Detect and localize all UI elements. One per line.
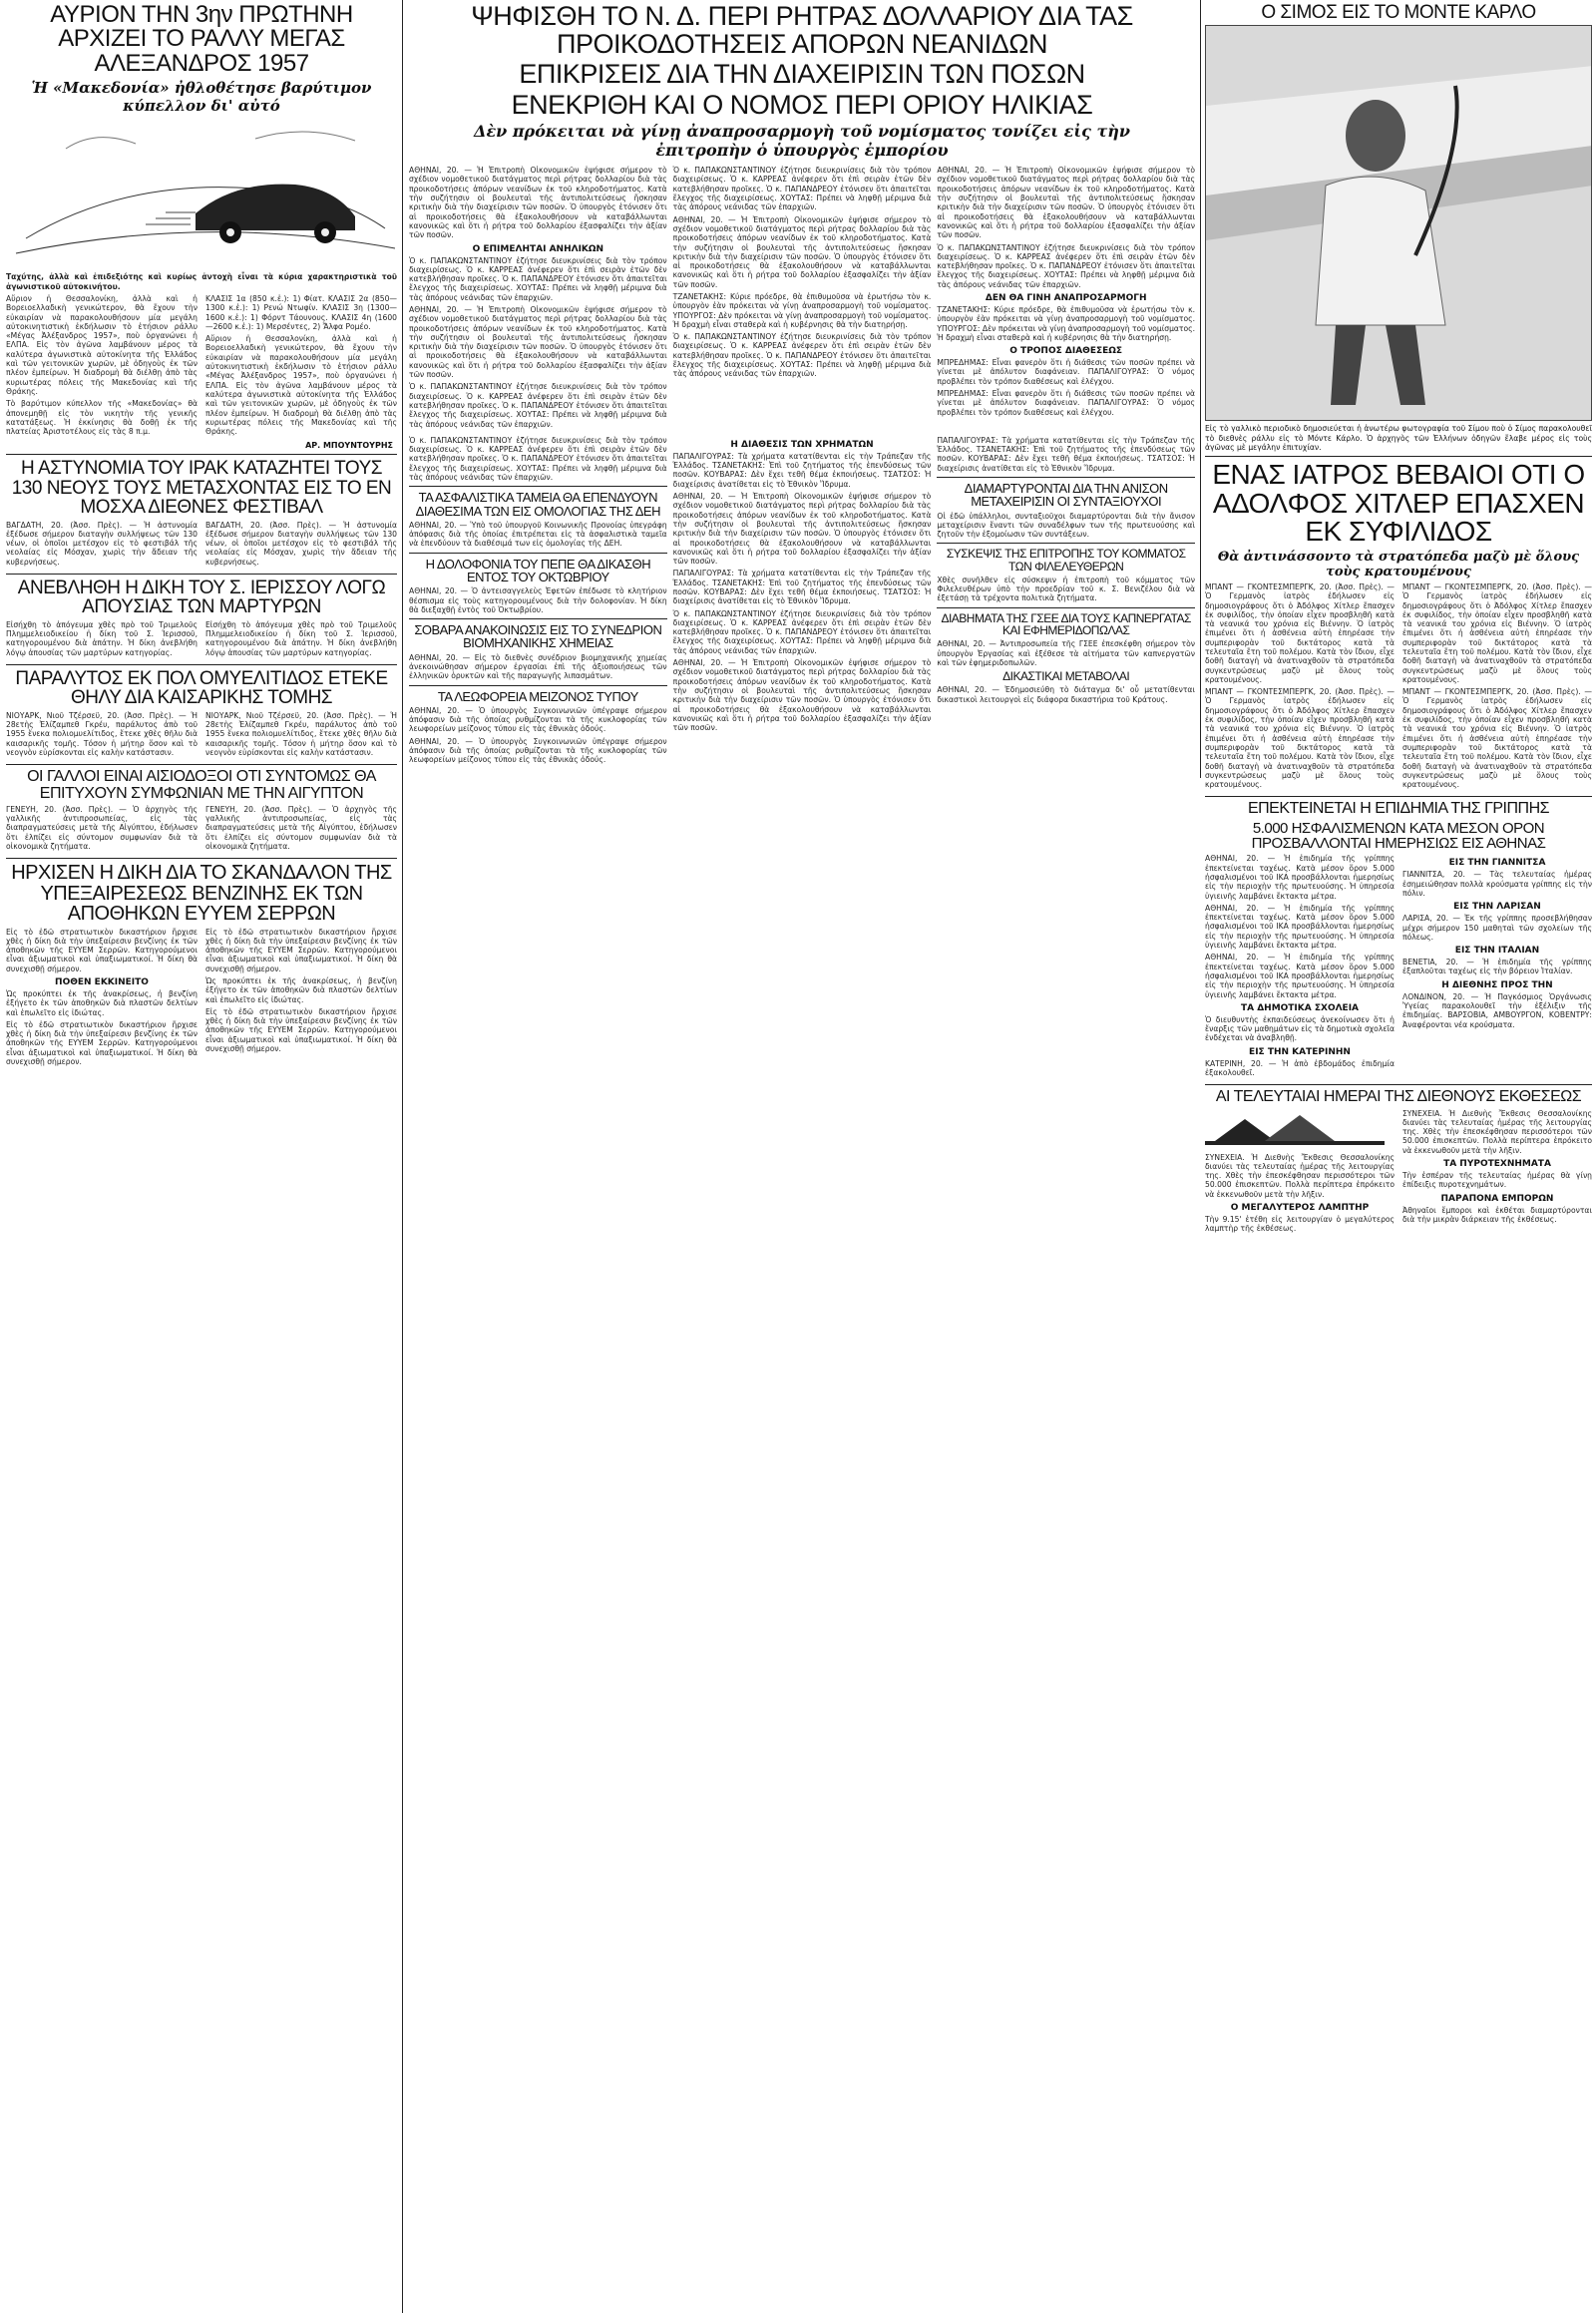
right-column [1205, 0, 1592, 2313]
flu-section-5: ΤΑ ΔΗΜΟΤΙΚΑ ΣΧΟΛΕΙΑ [1240, 1002, 1360, 1013]
court-body: ΑΘΗΝΑΙ, 20. — Ἐδημοσιεύθη τὸ διάταγμα δι' οὗ μετατίθενται δικαστικοὶ λειτουργοὶ εἰς διάφορα δικαστήρια τοῦ Κράτους. [937, 685, 1195, 704]
main-body: ΑΘΗΝΑΙ, 20. — Ἡ Ἐπιτροπὴ Οἰκονομικῶν ἐψήφισε σήμερον τὸ σχέδιον νομοθετικοῦ διατάγματος περὶ ρήτρας δολλαρίου διὰ τὰς προικοδοτήσεις ἀπόρων νεανίδων ἐκ τοῦ κληροδοτήματος. Κατὰ τὴν συζήτησιν οἱ βουλευταὶ τῆς ἀντιπολιτεύσεως ἤσκησαν κριτικὴν διὰ τὴν διαχείρισιν τῶν ποσῶν. Ὁ ὑπουργὸς ἐτόνισεν ὅτι αἱ προικοδοτήσεις θὰ ἐξακολουθήσουν νὰ καταβάλλωνται κανονικῶς καὶ ὅτι ἡ ρήτρα τοῦ δολλαρίου ἐξασφαλίζει τὴν ἀξίαν τῶν ποσῶν. [409, 166, 667, 240]
polio-body: ΝΙΟΥΑΡΚ, Νιοῦ Τζέρσεϋ, 20. (Ἀσσ. Πρὲς). — Ἡ 28ετὴς Ἐλίζαμπεθ Γκρέυ, παράλυτος ἀπὸ τοῦ 1955 ἕνεκα πολιομυελίτιδος, ἔτεκε χθὲς θῆλυ διὰ καισαρικῆς τομῆς. Τόσον ἡ μήτηρ ὅσον καὶ τὸ νεογνὸν εὑρίσκονται εἰς καλὴν κατάστασιν. [6, 710, 198, 757]
flu-headline: ΕΠΕΚΤΕΙΝΕΤΑΙ Η ΕΠΙΔΗΜΙΑ ΤΗΣ ΓΡΙΠΠΗΣ [1247, 800, 1550, 818]
left-column [6, 0, 397, 2313]
main-article [409, 3, 1195, 432]
rally-subheadline: Ἡ «Μακεδονία» ἠθλοθέτησε βαρύτιμον κύπελλον δι' αὐτό [31, 79, 372, 116]
fair-body: ΣΥΝΕΧΕΙΑ. Ἡ Διεθνὴς Ἔκθεσις Θεσσαλονίκης διανύει τὰς τελευταίας ἡμέρας τῆς λειτουργίας της. Χθὲς τὴν ἐπεσκέφθησαν περισσότεροι τῶν 50.000 ἐπισκεπτῶν. Πολλὰ περίπτερα ἐπρόκειτο νὰ ἐκκενωθοῦν μετὰ τὴν λῆξιν. [1205, 1152, 1395, 1199]
main-body-3: ΑΘΗΝΑΙ, 20. — Ἡ Ἐπιτροπὴ Οἰκονομικῶν ἐψήφισε σήμερον τὸ σχέδιον νομοθετικοῦ διατάγματος περὶ ρήτρας δολλαρίου διὰ τὰς προικοδοτήσεις ἀπόρων νεανίδων ἐκ τοῦ κληροδοτήματος. Κατὰ τὴν συζήτησιν οἱ βουλευταὶ τῆς ἀντιπολιτεύσεως ἤσκησαν κριτικὴν διὰ τὴν διαχείρισιν τῶν ποσῶν. Ὁ ὑπουργὸς ἐτόνισεν ὅτι αἱ προικοδοτήσεις θὰ ἐξακολουθήσουν νὰ καταβάλλωνται κανονικῶς καὶ ὅτι ἡ ρήτρα τοῦ δολλαρίου ἐξασφαλίζει τὴν ἀξίαν τῶν ποσῶν. [409, 304, 667, 380]
press-body-2: ΑΘΗΝΑΙ, 20. — Ὁ ὑπουργὸς Συγκοινωνιῶν ὑπέγραψε σήμερον ἀπόφασιν διὰ τῆς ὁποίας ρυθμίζονται τὰ τῆς κυκλοφορίας τῶν λεωφορείων μείζονος τύπου εἰς τὰς ἐθνικὰς ὁδούς. [409, 736, 667, 765]
funds-headline: ΤΑ ΑΣΦΑΛΙΣΤΙΚΑ ΤΑΜΕΙΑ ΘΑ ΕΠΕΝΔΥΟΥΝ ΔΙΑΘΕΣΙΜΑ ΤΩΝ ΕΙΣ ΟΜΟΛΟΓΙΑΣ ΤΗΣ ΔΕΗ [415, 490, 660, 519]
hitler-body-2: ΜΠΑΝΤ — ΓΚΟΝΤΕΣΜΠΕΡΓΚ, 20. (Ἀσσ. Πρὲς). — Ὁ Γερμανὸς ἰατρὸς ἐδήλωσεν εἰς δημοσιογράφους ὅτι ὁ Ἀδόλφος Χίτλερ ἔπασχεν ἐκ συφιλίδος, τὴν ὁποίαν εἶχεν προσβληθῆ κατὰ τὰ νεανικά του χρόνια εἰς Βιέννην. Ὁ ἰατρὸς ἐπιμένει ὅτι ἡ ἀσθένεια αὐτὴ ἐπηρέασε τὴν συμπεριφορὰν τοῦ δικτάτορος κατὰ τὰ τελευταῖα ἔτη τοῦ πολέμου. Κατὰ τὸν ἴδιον, εἶχε δοθῆ διαταγὴ νὰ ἀνατιναχθοῦν τὰ στρατόπεδα συγκεντρώσεως μαζὺ μὲ ὅλους τοὺς κρατουμένους. [1205, 687, 1395, 790]
gsee-body: ΑΘΗΝΑΙ, 20. — Ἀντιπροσωπεία τῆς ΓΣΕΕ ἐπεσκέφθη σήμερον τὸν ὑπουργὸν Ἐργασίας καὶ ἐξέθεσε τὰ αἰτήματα τῶν καπνεργατῶν καὶ τῶν ἐφημεριδοπωλῶν. [937, 639, 1195, 667]
divider [6, 454, 397, 455]
main-body-9: ΑΘΗΝΑΙ, 20. — Ἡ Ἐπιτροπὴ Οἰκονομικῶν ἐψήφισε σήμερον τὸ σχέδιον νομοθετικοῦ διατάγματος περὶ ρήτρας δολλαρίου διὰ τὰς προικοδοτήσεις ἀπόρων νεανίδων ἐκ τοῦ κληροδοτήματος. Κατὰ τὴν συζήτησιν οἱ βουλευταὶ τῆς ἀντιπολιτεύσεως ἤσκησαν κριτικὴν διὰ τὴν διαχείρισιν τῶν ποσῶν. Ὁ ὑπουργὸς ἐτόνισεν ὅτι αἱ προικοδοτήσεις θὰ ἐξακολουθήσουν νὰ καταβάλλωνται κανονικῶς καὶ ὅτι ἡ ρήτρα τοῦ δολλαρίου ἐξασφαλίζει τὴν ἀξίαν τῶν ποσῶν. [937, 166, 1195, 240]
fuel-headline: ΗΡΧΙΣΕΝ Η ΔΙΚΗ ΔΙΑ ΤΟ ΣΚΑΝΔΑΛΟΝ ΤΗΣ ΥΠΕΞΑΙΡΕΣΕΩΣ ΒΕΝΖΙΝΗΣ ΕΚ ΤΩΝ ΑΠΟΘΗΚΩΝ ΕΥΥΕΜ ΣΕΡΡΩΝ [11, 862, 392, 926]
fuel-body-4: Εἰς τὸ ἐδῶ στρατιωτικὸν δικαστήριον ἤρχισε χθὲς ἡ δίκη διὰ τὴν ὑπεξαίρεσιν βενζίνης ἐκ τῶν ἀποθηκῶν τῆς ΕΥΥΕΜ Σερρῶν. Κατηγορούμενοι εἶναι ἀξιωματικοὶ καὶ ὑπαξιωματικοί. Ἡ δίκη θὰ συνεχισθῇ σήμερον. [205, 927, 397, 973]
main-section-1: Ο ΕΠΙΜΕΛΗΤΑΙ ΑΝΗΛΙΚΩΝ [472, 243, 604, 254]
fair-body-s1: Τὴν ἑσπέραν τῆς τελευταίας ἡμέρας θὰ γίνῃ ἐπίδειξις πυροτεχνημάτων. [1402, 1171, 1592, 1190]
divider [6, 764, 397, 765]
flu-section-4: Η ΔΙΕΘΝΗΣ ΠΡΟΣ ΤΗΝ [1441, 979, 1553, 990]
flu-body-s4: ΛΟΝΔΙΝΟΝ, 20. — Ἡ Παγκόσμιος Ὀργάνωσις Ὑγείας παρακολουθεῖ τὴν ἐξέλιξιν τῆς ἐπιδημίας. ΒΑΡΣΟΒΙΑ, ΑΜΒΟΥΡΓΟΝ, ΚΟΒΕΝΤΡΥ: Ἀναφέρονται νέα κρούσματα. [1402, 991, 1592, 1029]
divider [6, 574, 397, 575]
iraq-body: ΒΑΓΔΑΤΗ, 20. (Ἀσσ. Πρὲς). — Ἡ ἀστυνομία ἐξέδωσε σήμερον διαταγὴν συλλήψεως τῶν 130 νέων, οἱ ὁποῖοι μετέσχον εἰς τὸ φεστιβάλ τῆς νεολαίας εἰς Μόσχαν, χωρὶς τὴν ἄδειαν τῆς κυβερνήσεως. [6, 520, 198, 567]
press-headline: ΤΑ ΛΕΩΦΟΡΕΙΑ ΜΕΙΖΟΝΟΣ ΤΥΠΟΥ [437, 688, 638, 704]
divider [409, 553, 667, 554]
hitler-body-4: ΜΠΑΝΤ — ΓΚΟΝΤΕΣΜΠΕΡΓΚ, 20. (Ἀσσ. Πρὲς). — Ὁ Γερμανὸς ἰατρὸς ἐδήλωσεν εἰς δημοσιογράφους ὅτι ὁ Ἀδόλφος Χίτλερ ἔπασχεν ἐκ συφιλίδος, τὴν ὁποίαν εἶχεν προσβληθῆ κατὰ τὰ νεανικά του χρόνια εἰς Βιέννην. Ὁ ἰατρὸς ἐπιμένει ὅτι ἡ ἀσθένεια αὐτὴ ἐπηρέασε τὴν συμπεριφορὰν τοῦ δικτάτορος κατὰ τὰ τελευταῖα ἔτη τοῦ πολέμου. Κατὰ τὸν ἴδιον, εἶχε δοθῆ διαταγὴ νὰ ἀνατιναχθοῦν τὰ στρατόπεδα συγκεντρώσεως μαζὺ μὲ ὅλους τοὺς κρατουμένους. [1402, 687, 1592, 790]
main-body-8: Ὁ κ. ΠΑΠΑΚΩΝΣΤΑΝΤΙΝΟΥ ἐζήτησε διευκρινίσεις διὰ τὸν τρόπον διαχειρίσεως. Ὁ κ. ΚΑΡΡΕΑΣ ἀνέφερεν ὅτι ἐπὶ σειρὰν ἐτῶν δὲν κατεβλήθησαν προῖκες. Ὁ κ. ΠΑΠΑΝΔΡΕΟΥ ἐτόνισεν ὅτι ἀπαιτεῖται ἔλεγχος τῆς διαχειρίσεως. ΧΟΥΤΑΣ: Πρέπει νὰ ληφθῇ μέριμνα διὰ τὰς ἀπόρους νεάνιδας τῶν ἐπαρχιῶν. [672, 332, 932, 379]
rally-body: Αὔριον ἡ Θεσσαλονίκη, ἀλλὰ καὶ ἡ Βορειοελλαδικὴ γενικώτερον, θὰ ἔχουν τὴν εὐκαιρίαν νὰ παρακολουθήσουν μία μεγάλη αὐτοκινητιστικὴ ἐκδήλωσιν τὸ ἐτήσιον ράλλυ «Μέγας Ἀλέξανδρος 1957», ποὺ ὀργανώνει ἡ ΕΛΠΑ. Εἰς τὸν ἀγῶνα λαμβάνουν μέρος τὰ καλύτερα ἀγωνιστικὰ αὐτοκίνητα τῆς Ἑλλάδος καὶ τῶν γειτονικῶν χωρῶν, μὲ ὁδηγοὺς ἐκ τῶν πλέον ἐμπείρων. Ἡ διαδρομὴ θὰ διέλθῃ ἀπὸ τὰς κυριωτέρας πόλεις τῆς Μακεδονίας καὶ τῆς Θράκης. [6, 294, 198, 396]
main-headline-3: ΕΝΕΚΡΙΘΗ ΚΑΙ Ο ΝΟΜΟΣ ΠΕΡΙ ΟΡΙΟΥ ΗΛΙΚΙΑΣ [511, 89, 1093, 120]
flu-body-s5: Ὁ διευθυντὴς ἐκπαιδεύσεως ἀνεκοίνωσεν ὅτι ἡ ἔναρξις τῶν μαθημάτων εἰς τὰ δημοτικὰ σχολεῖα ἐνδέχεται νὰ ἀναβληθῇ. [1205, 1014, 1395, 1043]
hitler-body: ΜΠΑΝΤ — ΓΚΟΝΤΕΣΜΠΕΡΓΚ, 20. (Ἀσσ. Πρὲς). — Ὁ Γερμανὸς ἰατρὸς ἐδήλωσεν εἰς δημοσιογράφους ὅτι ὁ Ἀδόλφος Χίτλερ ἔπασχεν ἐκ συφιλίδος, τὴν ὁποίαν εἶχεν προσβληθῆ κατὰ τὰ νεανικά του χρόνια εἰς Βιέννην. Ὁ ἰατρὸς ἐπιμένει ὅτι ἡ ἀσθένεια αὐτὴ ἐπηρέασε τὴν συμπεριφορὰν τοῦ δικτάτορος κατὰ τὰ τελευταῖα ἔτη τοῦ πολέμου. Κατὰ τὸν ἴδιον, εἶχε δοθῆ διαταγὴ νὰ ἀνατιναχθοῦν τὰ στρατόπεδα συγκεντρώσεως μαζὺ μὲ ὅλους τοὺς κρατουμένους. [1205, 581, 1395, 684]
fair-body-s2: Ἀθηναῖοι ἔμποροι καὶ ἐκθέται διαμαρτύρονται διὰ τὴν μικρὰν διάρκειαν τῆς ἐκθέσεως. [1402, 1205, 1592, 1224]
france-article [6, 769, 397, 854]
man-photo-icon [1206, 26, 1592, 420]
main-body-12: ΜΠΡΕΔΗΜΑΣ: Εἶναι φανερὸν ὅτι ἡ διάθεσις τῶν ποσῶν πρέπει νὰ γίνεται μὲ ἀπόλυτον διαφάνειαν. ΠΑΠΑΛΙΓΟΥΡΑΣ: Ὁ νόμος προβλέπει τὸν τρόπον διαθέσεως καὶ ἐλέγχου. [937, 358, 1195, 386]
main-subheadline: Δὲν πρόκειται νὰ γίνῃ ἀναπροσαρμογὴ τοῦ νομίσματος τονίζει εἰς τὴν ἐπιτροπὴν ὁ ὑπουργὸς ἐμπορίου [474, 122, 1130, 161]
polio-body-2: ΝΙΟΥΑΡΚ, Νιοῦ Τζέρσεϋ, 20. (Ἀσσ. Πρὲς). — Ἡ 28ετὴς Ἐλίζαμπεθ Γκρέυ, παράλυτος ἀπὸ τοῦ 1955 ἕνεκα πολιομυελίτιδος, ἔτεκε χθὲς θῆλυ διὰ καισαρικῆς τομῆς. Τόσον ἡ μήτηρ ὅσον καὶ τὸ νεογνὸν εὑρίσκονται εἰς καλὴν κατάστασιν. [205, 710, 397, 757]
flu-body-s6: ΚΑΤΕΡΙΝΗ, 20. — Ἡ ἀπὸ ἐβδομάδος ἐπιδημία ἐξακολουθεῖ. [1205, 1058, 1395, 1077]
peppe-body: ΑΘΗΝΑΙ, 20. — Ὁ ἀντεισαγγελεὺς Ἐφετῶν ἐπέδωσε τὸ κλητήριον θέσπισμα εἰς τοὺς κατηγορουμένους διὰ τὴν δολοφονίαν. Ἡ δίκη θὰ διεξαχθῇ ἐντὸς τοῦ Ὀκτωβρίου. [409, 586, 667, 614]
main-body-7: ΤΖΑΝΕΤΑΚΗΣ: Κύριε πρόεδρε, θὰ ἐπιθυμοῦσα νὰ ἐρωτήσω τὸν κ. ὑπουργὸν ἐὰν πρόκειται νὰ γίνῃ ἀναπροσαρμογὴ τοῦ νομίσματος. ΥΠΟΥΡΓΟΣ: Δὲν πρόκειται νὰ γίνῃ ἀναπροσαρμογὴ τοῦ νομίσματος. Ἡ δραχμὴ εἶναι σταθερὰ καὶ ἡ κυβέρνησις θὰ τὴν διατηρήσῃ. [672, 291, 932, 329]
chem-body: ΑΘΗΝΑΙ, 20. — Εἰς τὸ διεθνὲς συνέδριον βιομηχανικῆς χημείας ἀνεκοινώθησαν σήμερον ἐργασίαι ἐπὶ τῆς ἀξιοποιήσεως τῶν ἐλληνικῶν ὀρυκτῶν καὶ τῆς παραγωγῆς λιπασμάτων. [409, 652, 667, 681]
divider [937, 607, 1195, 608]
flu-body-2: ΑΘΗΝΑΙ, 20. — Ἡ ἐπιδημία τῆς γρίππης ἐπεκτείνεται ταχέως. Κατὰ μέσον ὅρον 5.000 ἠσφαλισμένοι τοῦ ΙΚΑ προσβάλλονται ἡμερησίως εἰς τὴν περιοχὴν τῆς πρωτευούσης. Ἡ ὑπηρεσία ὑγιεινῆς λαμβάνει ἔκτακτα μέτρα. [1205, 903, 1395, 951]
fuel-body-2: Ὡς προκύπτει ἐκ τῆς ἀνακρίσεως, ἡ βενζίνη ἐξήγετο ἐκ τῶν ἀποθηκῶν διὰ πλαστῶν δελτίων καὶ ἐπωλεῖτο εἰς ἰδιώτας. [6, 989, 198, 1017]
party-headline: ΣΥΣΚΕΨΙΣ ΤΗΣ ΕΠΙΤΡΟΠΗΣ ΤΟΥ ΚΟΜΜΑΤΟΣ ΤΩΝ ΦΙΛΕΛΕΥΘΕΡΩΝ [946, 547, 1186, 574]
rally-article [6, 3, 397, 450]
main-section-3: Ο ΤΡΟΠΟΣ ΔΙΑΘΕΣΕΩΣ [1009, 346, 1123, 357]
fuel-subhead: ΠΟΘΕΝ ΕΚΚΙΝΕΙΤΟ [55, 977, 149, 987]
iraq-article [6, 459, 397, 570]
flu-body-s2: ΛΑΡΙΣΑ, 20. — Ἐκ τῆς γρίππης προσεβλήθησαν μέχρι σήμερον 150 μαθηταὶ τῶν σχολείων τῆς πόλεως. [1402, 914, 1592, 942]
unions-headline: ΔΙΑΜΑΡΤΥΡΟΝΤΑΙ ΔΙΑ ΤΗΝ ΑΝΙΣΟΝ ΜΕΤΑΧΕΙΡΙΣΙΝ ΟΙ ΣΥΝΤΑΞΙΟΥΧΟΙ [964, 481, 1168, 510]
trial-body: Εἰσήχθη τὸ ἀπόγευμα χθὲς πρὸ τοῦ Τριμελοῦς Πλημμελειοδικείου ἡ δίκη τοῦ Σ. Ἱερισσοῦ, κατηγορουμένου διὰ ἀπάτην. Ἡ δίκη ἀνεβλήθη λόγῳ ἀπουσίας τῶν μαρτύρων κατηγορίας. [6, 619, 198, 657]
chem-headline: ΣΟΒΑΡΑ ΑΝΑΚΟΙΝΩΣΙΣ ΕΙΣ ΤΟ ΣΥΝΕΔΡΙΟΝ ΒΙΟΜΗΧΑΝΙΚΗΣ ΧΗΜΕΙΑΣ [414, 622, 662, 651]
hitler-article [1205, 461, 1592, 792]
fuel-body-3: Εἰς τὸ ἐδῶ στρατιωτικὸν δικαστήριον ἤρχισε χθὲς ἡ δίκη διὰ τὴν ὑπεξαίρεσιν βενζίνης ἐκ τῶν ἀποθηκῶν τῆς ΕΥΥΕΜ Σερρῶν. Κατηγορούμενοι εἶναι ἀξιωματικοὶ καὶ ὑπαξιωματικοί. Ἡ δίκη θὰ συνεχισθῇ σήμερον. [6, 1019, 198, 1067]
iraq-body-2: ΒΑΓΔΑΤΗ, 20. (Ἀσσ. Πρὲς). — Ἡ ἀστυνομία ἐξέδωσε σήμερον διαταγὴν συλλήψεως τῶν 130 νέων, οἱ ὁποῖοι μετέσχον εἰς τὸ φεστιβάλ τῆς νεολαίας εἰς Μόσχαν, χωρὶς τὴν ἄδειαν τῆς κυβερνήσεως. [205, 520, 397, 567]
monte-photo [1205, 25, 1592, 421]
trial-headline: ΑΝΕΒΛΗΘΗ Η ΔΙΚΗ ΤΟΥ Σ. ΙΕΡΙΣΣΟΥ ΛΟΓΩ ΑΠΟΥΣΙΑΣ ΤΩΝ ΜΑΡΤΥΡΩΝ [17, 578, 386, 618]
fair-section-3: Ο ΜΕΓΑΛΥΤΕΡΟΣ ΛΑΜΠΤΗΡ [1230, 1203, 1370, 1214]
press-body: ΑΘΗΝΑΙ, 20. — Ὁ ὑπουργὸς Συγκοινωνιῶν ὑπέγραψε σήμερον ἀπόφασιν διὰ τῆς ὁποίας ρυθμίζονται τὰ τῆς κυκλοφορίας τῶν λεωφορείων μείζονος τύπου εἰς τὰς ἐθνικὰς ὁδούς. [409, 705, 667, 734]
fair-logo [1205, 1111, 1395, 1151]
rally-classes: ΚΛΑΣΙΣ 1α (850 κ.ἑ.): 1) Φίατ. ΚΛΑΣΙΣ 2α (850—1300 κ.ἑ.): 1) Ρενώ Ντωφίν. ΚΛΑΣΙΣ 3η (1300—1600 κ.ἑ.): 1) Φόρντ Τάουνους. ΚΛΑΣΙΣ 4η (1600—2600 κ.ἑ.): 1) Μερσέντες, 2) Ἄλφα Ρομέο. [205, 294, 397, 331]
main-body-5: Ὁ κ. ΠΑΠΑΚΩΝΣΤΑΝΤΙΝΟΥ ἐζήτησε διευκρινίσεις διὰ τὸν τρόπον διαχειρίσεως. Ὁ κ. ΚΑΡΡΕΑΣ ἀνέφερεν ὅτι ἐπὶ σειρὰν ἐτῶν δὲν κατεβλήθησαν προῖκες. Ὁ κ. ΠΑΠΑΝΔΡΕΟΥ ἐτόνισεν ὅτι ἀπαιτεῖται ἔλεγχος τῆς διαχειρίσεως. ΧΟΥΤΑΣ: Πρέπει νὰ ληφθῇ μέριμνα διὰ τὰς ἀπόρους νεάνιδας τῶν ἐπαρχιῶν. [672, 166, 932, 212]
fuel-body-6: Εἰς τὸ ἐδῶ στρατιωτικὸν δικαστήριον ἤρχισε χθὲς ἡ δίκη διὰ τὴν ὑπεξαίρεσιν βενζίνης ἐκ τῶν ἀποθηκῶν τῆς ΕΥΥΕΜ Σερρῶν. Κατηγορούμενοι εἶναι ἀξιωματικοὶ καὶ ὑπαξιωματικοί. Ἡ δίκη θὰ συνεχισθῇ σήμερον. [205, 1006, 397, 1054]
trial-article [6, 578, 397, 660]
fair-article [1205, 1089, 1592, 1236]
column-rule [1200, 0, 1201, 778]
center-column [409, 0, 1195, 2313]
flu-body-s3: ΒΕΝΕΤΙΑ, 20. — Ἡ ἐπιδημία τῆς γρίππης ἐξαπλοῦται ταχέως εἰς τὴν βόρειον Ἰταλίαν. [1402, 958, 1592, 976]
divider [937, 477, 1195, 478]
rally-headline: ΑΥΡΙΟΝ ΤΗΝ 3ην ΠΡΩΤΗΝΗ ΑΡΧΙΖΕΙ ΤΟ ΡΑΛΛΥ ΜΕΓΑΣ ΑΛΕΞΑΝΔΡΟΣ 1957 [50, 1, 353, 77]
trial-body-2: Εἰσήχθη τὸ ἀπόγευμα χθὲς πρὸ τοῦ Τριμελοῦς Πλημμελειοδικείου ἡ δίκη τοῦ Σ. Ἱερισσοῦ, κατηγορουμένου διὰ ἀπάτην. Ἡ δίκη ἀνεβλήθη λόγῳ ἀπουσίας τῶν μαρτύρων κατηγορίας. [205, 619, 397, 657]
main-body-15: ΠΑΠΑΛΙΓΟΥΡΑΣ: Τὰ χρήματα κατατίθενται εἰς τὴν Τράπεζαν τῆς Ἑλλάδος. ΤΣΑΝΕΤΑΚΗΣ: Ἐπὶ τοῦ ζητήματος τῆς ἐπενδύσεως τῶν ποσῶν. ΚΟΥΒΑΡΑΣ: Δὲν ἔχει τεθῆ θέμα ἐκποιήσεως. ΤΣΑΤΣΟΣ: Ἡ διαχείρισις ἀνατίθεται εἰς τὸ Ἐθνικὸν Ἵδρυμα. [672, 451, 932, 489]
flu-section-3: ΕΙΣ ΤΗΝ ΙΤΑΛΙΑΝ [1454, 946, 1540, 957]
fair-section-2: ΠΑΡΑΠΟΝΑ ΕΜΠΟΡΩΝ [1440, 1193, 1554, 1204]
fair-body-s3: Τὴν 9.15' ἐτέθη εἰς λειτουργίαν ὁ μεγαλύτερος λαμπτὴρ τῆς ἐκθέσεως. [1205, 1215, 1395, 1234]
flu-subheadline: 5.000 ΗΣΦΑΛΙΣΜΕΝΩΝ ΚΑΤΑ ΜΕΣΟΝ ΟΡΟΝ ΠΡΟΣΒΑΛΛΟΝΤΑΙ ΗΜΕΡΗΣΙΩΣ ΕΙΣ ΑΘΗΝΑΣ [1251, 819, 1546, 853]
court-headline: ΔΙΚΑΣΤΙΚΑΙ ΜΕΤΑΒΟΛΑΙ [1002, 669, 1130, 684]
main-body-4: Ὁ κ. ΠΑΠΑΚΩΝΣΤΑΝΤΙΝΟΥ ἐζήτησε διευκρινίσεις διὰ τὸν τρόπον διαχειρίσεως. Ὁ κ. ΚΑΡΡΕΑΣ ἀνέφερεν ὅτι ἐπὶ σειρὰν ἐτῶν δὲν κατεβλήθησαν προῖκες. Ὁ κ. ΠΑΠΑΝΔΡΕΟΥ ἐτόνισεν ὅτι ἀπαιτεῖται ἔλεγχος τῆς διαχειρίσεως. ΧΟΥΤΑΣ: Πρέπει νὰ ληφθῇ μέριμνα διὰ τὰς ἀπόρους νεάνιδας τῶν ἐπαρχιῶν. [409, 382, 667, 429]
monte-caption: Εἰς τὸ γαλλικὸ περιοδικὸ δημοσιεύεται ἡ ἀνωτέρω φωτογραφία τοῦ Σίμου ποὺ ὁ Σίμος παρακολουθεῖ τὸ διεθνὲς ράλλυ εἰς τὸ Μόντε Κάρλο. Ὁ ἀρχηγὸς τῶν Ἐλλήνων ὁδηγῶν ἔλαβε μέρος εἰς τοὺς ἀγῶνας μὲ μεγάλην ἐπιτυχίαν. [1205, 424, 1592, 452]
rally-body-2: Τὸ βαρύτιμον κύπελλον τῆς «Μακεδονίας» θὰ ἀπονεμηθῇ εἰς τὸν νικητὴν τῆς γενικῆς κατατάξεως. Ἡ ἐκκίνησις θὰ δοθῇ ἐκ τῆς πλατείας Ἀριστοτέλους εἰς τὰς 8 π.μ. [6, 399, 198, 437]
main-body-13: ΜΠΡΕΔΗΜΑΣ: Εἶναι φανερὸν ὅτι ἡ διάθεσις τῶν ποσῶν πρέπει νὰ γίνεται μὲ ἀπόλυτον διαφάνειαν. ΠΑΠΑΛΙΓΟΥΡΑΣ: Ὁ νόμος προβλέπει τὸν τρόπον διαθέσεως καὶ ἐλέγχου. [937, 389, 1195, 417]
main-body-16: ΑΘΗΝΑΙ, 20. — Ἡ Ἐπιτροπὴ Οἰκονομικῶν ἐψήφισε σήμερον τὸ σχέδιον νομοθετικοῦ διατάγματος περὶ ρήτρας δολλαρίου διὰ τὰς προικοδοτήσεις ἀπόρων νεανίδων ἐκ τοῦ κληροδοτήματος. Κατὰ τὴν συζήτησιν οἱ βουλευταὶ τῆς ἀντιπολιτεύσεως ἤσκησαν κριτικὴν διὰ τὴν διαχείρισιν τῶν ποσῶν. Ὁ ὑπουργὸς ἐτόνισεν ὅτι αἱ προικοδοτήσεις θὰ ἐξακολουθήσουν νὰ καταβάλλωνται κανονικῶς καὶ ὅτι ἡ ρήτρα τοῦ δολλαρίου ἐξασφαλίζει τὴν ἀξίαν τῶν ποσῶν. [672, 492, 932, 567]
flu-body-3: ΑΘΗΝΑΙ, 20. — Ἡ ἐπιδημία τῆς γρίππης ἐπεκτείνεται ταχέως. Κατὰ μέσον ὅρον 5.000 ἠσφαλισμένοι τοῦ ΙΚΑ προσβάλλονται ἡμερησίως εἰς τὴν περιοχὴν τῆς πρωτευούσης. Ἡ ὑπηρεσία ὑγιεινῆς λαμβάνει ἔκτακτα μέτρα. [1205, 953, 1395, 999]
fair-section-1: ΤΑ ΠΥΡΟΤΕΧΝΗΜΑΤΑ [1443, 1159, 1551, 1170]
gsee-headline: ΔΙΑΒΗΜΑΤΑ ΤΗΣ ΓΣΕΕ ΔΙΑ ΤΟΥΣ ΚΑΠΝΕΡΓΑΤΑΣ ΚΑΙ ΕΦΗΜΕΡΙΔΟΠΩΛΑΣ [941, 610, 1191, 638]
main-body-18: Ὁ κ. ΠΑΠΑΚΩΝΣΤΑΝΤΙΝΟΥ ἐζήτησε διευκρινίσεις διὰ τὸν τρόπον διαχειρίσεως. Ὁ κ. ΚΑΡΡΕΑΣ ἀνέφερεν ὅτι ἐπὶ σειρὰν ἐτῶν δὲν κατεβλήθησαν προῖκες. Ὁ κ. ΠΑΠΑΝΔΡΕΟΥ ἐτόνισεν ὅτι ἀπαιτεῖται ἔλεγχος τῆς διαχειρίσεως. ΧΟΥΤΑΣ: Πρέπει νὰ ληφθῇ μέριμνα διὰ τὰς ἀπόρους νεάνιδας τῶν ἐπαρχιῶν. [672, 608, 932, 655]
main-headline-2: ΕΠΙΚΡΙΣΕΙΣ ΔΙΑ ΤΗΝ ΔΙΑΧΕΙΡΙΣΙΝ ΤΩΝ ΠΟΣΩΝ [519, 59, 1085, 90]
fuel-body-5: Ὡς προκύπτει ἐκ τῆς ἀνακρίσεως, ἡ βενζίνη ἐξήγετο ἐκ τῶν ἀποθηκῶν διὰ πλαστῶν δελτίων καὶ ἐπωλεῖτο εἰς ἰδιώτας. [205, 976, 397, 1004]
flu-section-2: ΕΙΣ ΤΗΝ ΛΑΡΙΣΑΝ [1453, 902, 1541, 913]
divider [1205, 1084, 1592, 1085]
france-body: ΓΕΝΕΥΗ, 20. (Ἀσσ. Πρὲς). — Ὁ ἀρχηγὸς τῆς γαλλικῆς ἀντιπροσωπείας, εἰς τὰς διαπραγματεύσεις μετὰ τῆς Αἰγύπτου, ἐδήλωσεν ὅτι ἐλπίζει εἰς σύντομον συμφωνίαν διὰ τὰ οἰκονομικὰ ζητήματα. [6, 804, 198, 852]
fuel-article [6, 863, 397, 1069]
hitler-headline: ΕΝΑΣ ΙΑΤΡΟΣ ΒΕΒΑΙΟΙ ΟΤΙ Ο ΑΔΟΛΦΟΣ ΧΙΤΛΕΡ ΕΠΑΣΧΕΝ ΕΚ ΣΥΦΙΛΙΔΟΣ [1212, 459, 1585, 548]
fair-body-2: ΣΥΝΕΧΕΙΑ. Ἡ Διεθνὴς Ἔκθεσις Θεσσαλονίκης διανύει τὰς τελευταίας ἡμέρας τῆς λειτουργίας της. Χθὲς τὴν ἐπεσκέφθησαν περισσότεροι τῶν 50.000 ἐπισκεπτῶν. Πολλὰ περίπτερα ἐπρόκειτο νὰ ἐκκενωθοῦν μετὰ τὴν λῆξιν. [1402, 1108, 1592, 1155]
fair-emblem-icon [1205, 1111, 1385, 1151]
polio-article [6, 669, 397, 760]
monte-article [1205, 3, 1592, 452]
fair-headline: ΑΙ ΤΕΛΕΥΤΑΙΑΙ ΗΜΕΡΑΙ ΤΗΣ ΔΙΕΘΝΟΥΣ ΕΚΘΕΣΕΩΣ [1215, 1088, 1582, 1106]
column-rule [402, 0, 403, 2313]
flu-section-6: ΕΙΣ ΤΗΝ ΚΑΤΕΡΙΝΗΝ [1249, 1046, 1351, 1057]
polio-headline: ΠΑΡΑΛΥΤΟΣ ΕΚ ΠΟΛ ΟΜΥΕΛΙΤΙΔΟΣ ΕΤΕΚΕ ΘΗΛΥ ΔΙΑ ΚΑΙΣΑΡΙΚΗΣ ΤΟΜΗΣ [15, 668, 388, 709]
rally-body-3: Αὔριον ἡ Θεσσαλονίκη, ἀλλὰ καὶ ἡ Βορειοελλαδικὴ γενικώτερον, θὰ ἔχουν τὴν εὐκαιρίαν νὰ παρακολουθήσουν μία μεγάλη αὐτοκινητιστικὴ ἐκδήλωσιν τὸ ἐτήσιον ράλλυ «Μέγας Ἀλέξανδρος 1957», ποὺ ὀργανώνει ἡ ΕΛΠΑ. Εἰς τὸν ἀγῶνα λαμβάνουν μέρος τὰ καλύτερα ἀγωνιστικὰ αὐτοκίνητα τῆς Ἑλλάδος καὶ τῶν γειτονικῶν χωρῶν, μὲ ὁδηγοὺς ἐκ τῶν πλέον ἐμπείρων. Ἡ διαδρομὴ θὰ διέλθῃ ἀπὸ τὰς κυριωτέρας πόλεις τῆς Μακεδονίας καὶ τῆς Θράκης. [205, 334, 397, 437]
main-section-2: ΔΕΝ ΘΑ ΓΙΝΗ ΑΝΑΠΡΟΣΑΡΜΟΓΗ [985, 292, 1147, 303]
flu-article [1205, 801, 1592, 1080]
flu-body: ΑΘΗΝΑΙ, 20. — Ἡ ἐπιδημία τῆς γρίππης ἐπεκτείνεται ταχέως. Κατὰ μέσον ὅρον 5.000 ἠσφαλισμένοι τοῦ ΙΚΑ προσβάλλονται ἡμερησίως εἰς τὴν περιοχὴν τῆς πρωτευούσης. Ἡ ὑπηρεσία ὑγιεινῆς λαμβάνει ἔκτακτα μέτρα. [1205, 854, 1395, 901]
main-body-17: ΠΑΠΑΛΙΓΟΥΡΑΣ: Τὰ χρήματα κατατίθενται εἰς τὴν Τράπεζαν τῆς Ἑλλάδος. ΤΣΑΝΕΤΑΚΗΣ: Ἐπὶ τοῦ ζητήματος τῆς ἐπενδύσεως τῶν ποσῶν. ΚΟΥΒΑΡΑΣ: Δὲν ἔχει τεθῆ θέμα ἐκποιήσεως. ΤΣΑΤΣΟΣ: Ἡ διαχείρισις ἀνατίθεται εἰς τὸ Ἐθνικὸν Ἵδρυμα. [672, 569, 932, 606]
rally-byline: ΑΡ. ΜΠΟΥΝΤΟΥΡΗΣ [305, 441, 393, 451]
divider [937, 543, 1195, 544]
flu-section-1: ΕΙΣ ΤΗΝ ΓΙΑΝΝΙΤΣΑ [1448, 858, 1546, 869]
divider [409, 618, 667, 619]
hitler-subheadline: Θὰ ἀντινάσσοντο τὰ στρατόπεδα μαζὺ μὲ ὅλους τοὺς κρατουμένους [1217, 549, 1580, 579]
unions-body: Οἱ ἐδῶ ὑπάλληλοι, συνταξιοῦχοι διαμαρτύρονται διὰ τὴν ἄνισον μεταχείρισιν ἔναντι τῶν συναδέλφων των τῆς πρωτευούσης καὶ ζητοῦν τὴν ἐξομοίωσιν τῶν συντάξεων. [937, 511, 1195, 540]
france-headline: ΟΙ ΓΑΛΛΟΙ ΕΙΝΑΙ ΑΙΣΙΟΔΟΞΟΙ ΟΤΙ ΣΥΝΤΟΜΩΣ ΘΑ ΕΠΙΤΥΧΟΥΝ ΣΥΜΦΩΝΙΑΝ ΜΕ ΤΗΝ ΑΙΓΥΠΤΟΝ [27, 768, 376, 802]
main-headline-1: ΨΗΦΙΣΘΗ ΤΟ Ν. Δ. ΠΕΡΙ ΡΗΤΡΑΣ ΔΟΛΛΑΡΙΟΥ ΔΙΑ ΤΑΣ ΠΡΟΙΚΟΔΟΤΗΣΕΙΣ ΑΠΟΡΩΝ ΝΕΑΝΙΔΩΝ [471, 1, 1133, 59]
divider [6, 664, 397, 665]
main-body-2: Ὁ κ. ΠΑΠΑΚΩΝΣΤΑΝΤΙΝΟΥ ἐζήτησε διευκρινίσεις διὰ τὸν τρόπον διαχειρίσεως. Ὁ κ. ΚΑΡΡΕΑΣ ἀνέφερεν ὅτι ἐπὶ σειρὰν ἐτῶν δὲν κατεβλήθησαν προῖκες. Ὁ κ. ΠΑΠΑΝΔΡΕΟΥ ἐτόνισεν ὅτι ἀπαιτεῖται ἔλεγχος τῆς διαχειρίσεως. ΧΟΥΤΑΣ: Πρέπει νὰ ληφθῇ μέριμνα διὰ τὰς ἀπόρους νεάνιδας τῶν ἐπαρχιῶν. [409, 255, 667, 302]
race-car-icon [6, 119, 397, 268]
flu-body-s1: ΓΙΑΝΝΙΤΣΑ, 20. — Τὰς τελευταίας ἡμέρας ἐσημειώθησαν πολλὰ κρούσματα γρίππης εἰς τὴν πόλιν. [1402, 870, 1592, 898]
france-body-2: ΓΕΝΕΥΗ, 20. (Ἀσσ. Πρὲς). — Ὁ ἀρχηγὸς τῆς γαλλικῆς ἀντιπροσωπείας, εἰς τὰς διαπραγματεύσεις μετὰ τῆς Αἰγύπτου, ἐδήλωσεν ὅτι ἐλπίζει εἰς σύντομον συμφωνίαν διὰ τὰ οἰκονομικὰ ζητήματα. [205, 804, 397, 852]
peppe-headline: Η ΔΟΛΟΦΟΝΙΑ ΤΟΥ ΠΕΠΕ ΘΑ ΔΙΚΑΣΘΗ ΕΝΤΟΣ ΤΟΥ ΟΚΤΩΒΡΙΟΥ [425, 556, 651, 584]
fuel-body: Εἰς τὸ ἐδῶ στρατιωτικὸν δικαστήριον ἤρχισε χθὲς ἡ δίκη διὰ τὴν ὑπεξαίρεσιν βενζίνης ἐκ τῶν ἀποθηκῶν τῆς ΕΥΥΕΜ Σερρῶν. Κατηγορούμενοι εἶναι ἀξιωματικοὶ καὶ ὑπαξιωματικοί. Ἡ δίκη θὰ συνεχισθῇ σήμερον. [6, 927, 198, 973]
hitler-body-3: ΜΠΑΝΤ — ΓΚΟΝΤΕΣΜΠΕΡΓΚ, 20. (Ἀσσ. Πρὲς). — Ὁ Γερμανὸς ἰατρὸς ἐδήλωσεν εἰς δημοσιογράφους ὅτι ὁ Ἀδόλφος Χίτλερ ἔπασχεν ἐκ συφιλίδος, τὴν ὁποίαν εἶχεν προσβληθῆ κατὰ τὰ νεανικά του χρόνια εἰς Βιέννην. Ὁ ἰατρὸς ἐπιμένει ὅτι ἡ ἀσθένεια αὐτὴ ἐπηρέασε τὴν συμπεριφορὰν τοῦ δικτάτορος κατὰ τὰ τελευταῖα ἔτη τοῦ πολέμου. Κατὰ τὸν ἴδιον, εἶχε δοθῆ διαταγὴ νὰ ἀνατιναχθοῦν τὰ στρατόπεδα συγκεντρώσεως μαζὺ μὲ ὅλους τοὺς κρατουμένους. [1402, 581, 1592, 684]
party-body: Χθὲς συνῆλθεν εἰς σύσκεψιν ἡ ἐπιτροπὴ τοῦ κόμματος τῶν Φιλελευθέρων ὑπὸ τὴν προεδρίαν τοῦ κ. Σ. Βενιζέλου διὰ νὰ ἐξετάσῃ τὰ τρέχοντα πολιτικὰ ζητήματα. [937, 575, 1195, 603]
main-body-6: ΑΘΗΝΑΙ, 20. — Ἡ Ἐπιτροπὴ Οἰκονομικῶν ἐψήφισε σήμερον τὸ σχέδιον νομοθετικοῦ διατάγματος περὶ ρήτρας δολλαρίου διὰ τὰς προικοδοτήσεις ἀπόρων νεανίδων ἐκ τοῦ κληροδοτήματος. Κατὰ τὴν συζήτησιν οἱ βουλευταὶ τῆς ἀντιπολιτεύσεως ἤσκησαν κριτικὴν διὰ τὴν διαχείρισιν τῶν ποσῶν. Ὁ ὑπουργὸς ἐτόνισεν ὅτι αἱ προικοδοτήσεις θὰ ἐξακολουθήσουν νὰ καταβάλλωνται κανονικῶς καὶ ὅτι ἡ ρήτρα τοῦ δολλαρίου ἐξασφαλίζει τὴν ἀξίαν τῶν ποσῶν. [672, 214, 932, 289]
divider [409, 685, 667, 686]
main-section-4: Η ΔΙΑΘΕΣΙΣ ΤΩΝ ΧΡΗΜΑΤΩΝ [730, 439, 874, 450]
divider [409, 486, 667, 487]
funds-body: ΑΘΗΝΑΙ, 20. — Ὑπὸ τοῦ ὑπουργοῦ Κοινωνικῆς Προνοίας ὑπεγράφη ἀπόφασις διὰ τῆς ὁποίας ἐπιτρέπεται εἰς τὰ ἀσφαλιστικὰ ταμεῖα νὰ ἐπενδύουν τὰ διαθέσιμά των εἰς ὁμολογίας τῆς ΔΕΗ. [409, 520, 667, 549]
main-body-19: ΑΘΗΝΑΙ, 20. — Ἡ Ἐπιτροπὴ Οἰκονομικῶν ἐψήφισε σήμερον τὸ σχέδιον νομοθετικοῦ διατάγματος περὶ ρήτρας δολλαρίου διὰ τὰς προικοδοτήσεις ἀπόρων νεανίδων ἐκ τοῦ κληροδοτήματος. Κατὰ τὴν συζήτησιν οἱ βουλευταὶ τῆς ἀντιπολιτεύσεως ἤσκησαν κριτικὴν διὰ τὴν διαχείρισιν τῶν ποσῶν. Ὁ ὑπουργὸς ἐτόνισεν ὅτι αἱ προικοδοτήσεις θὰ ἐξακολουθήσουν νὰ καταβάλλωνται κανονικῶς καὶ ὅτι ἡ ρήτρα τοῦ δολλαρίου ἐξασφαλίζει τὴν ἀξίαν τῶν ποσῶν. [672, 658, 932, 733]
rally-caption: Ταχύτης, ἀλλὰ καὶ ἐπιδεξιότης καὶ κυρίως ἀντοχὴ εἶναι τὰ κύρια χαρακτηριστικὰ τοῦ ἀγωνιστικοῦ αὐτοκινήτου. [6, 272, 397, 291]
rally-car-illustration [6, 119, 397, 268]
divider [6, 858, 397, 859]
main-body-10: Ὁ κ. ΠΑΠΑΚΩΝΣΤΑΝΤΙΝΟΥ ἐζήτησε διευκρινίσεις διὰ τὸν τρόπον διαχειρίσεως. Ὁ κ. ΚΑΡΡΕΑΣ ἀνέφερεν ὅτι ἐπὶ σειρὰν ἐτῶν δὲν κατεβλήθησαν προῖκες. Ὁ κ. ΠΑΠΑΝΔΡΕΟΥ ἐτόνισεν ὅτι ἀπαιτεῖται ἔλεγχος τῆς διαχειρίσεως. ΧΟΥΤΑΣ: Πρέπει νὰ ληφθῇ μέριμνα διὰ τὰς ἀπόρους νεάνιδας τῶν ἐπαρχιῶν. [937, 242, 1195, 289]
iraq-headline: Η ΑΣΤΥΝΟΜΙΑ ΤΟΥ ΙΡΑΚ ΚΑΤΑΖΗΤΕΙ ΤΟΥΣ 130 ΝΕΟΥΣ ΤΟΥΣ ΜΕΤΑΣΧΟΝΤΑΣ ΕΙΣ ΤΟ ΕΝ ΜΟΣΧΑ ΔΙΕΘΝΕΣ ΦΕΣΤΙΒΑΛ [11, 458, 392, 519]
main-body-20: ΠΑΠΑΛΙΓΟΥΡΑΣ: Τὰ χρήματα κατατίθενται εἰς τὴν Τράπεζαν τῆς Ἑλλάδος. ΤΣΑΝΕΤΑΚΗΣ: Ἐπὶ τοῦ ζητήματος τῆς ἐπενδύσεως τῶν ποσῶν. ΚΟΥΒΑΡΑΣ: Δὲν ἔχει τεθῆ θέμα ἐκποιήσεως. ΤΣΑΤΣΟΣ: Ἡ διαχείρισις ἀνατίθεται εἰς τὸ Ἐθνικὸν Ἵδρυμα. [937, 435, 1195, 473]
main-body-14: Ὁ κ. ΠΑΠΑΚΩΝΣΤΑΝΤΙΝΟΥ ἐζήτησε διευκρινίσεις διὰ τὸν τρόπον διαχειρίσεως. Ὁ κ. ΚΑΡΡΕΑΣ ἀνέφερεν ὅτι ἐπὶ σειρὰν ἐτῶν δὲν κατεβλήθησαν προῖκες. Ὁ κ. ΠΑΠΑΝΔΡΕΟΥ ἐτόνισεν ὅτι ἀπαιτεῖται ἔλεγχος τῆς διαχειρίσεως. ΧΟΥΤΑΣ: Πρέπει νὰ ληφθῇ μέριμνα διὰ τὰς ἀπόρους νεάνιδας τῶν ἐπαρχιῶν. [409, 435, 667, 483]
divider [1205, 796, 1592, 797]
divider [1205, 456, 1592, 457]
monte-headline: Ο ΣΙΜΟΣ ΕΙΣ ΤΟ ΜΟΝΤΕ ΚΑΡΛΟ [1261, 2, 1536, 23]
main-body-11: ΤΖΑΝΕΤΑΚΗΣ: Κύριε πρόεδρε, θὰ ἐπιθυμοῦσα νὰ ἐρωτήσω τὸν κ. ὑπουργὸν ἐὰν πρόκειται νὰ γίνῃ ἀναπροσαρμογὴ τοῦ νομίσματος. ΥΠΟΥΡΓΟΣ: Δὲν πρόκειται νὰ γίνῃ ἀναπροσαρμογὴ τοῦ νομίσματος. Ἡ δραχμὴ εἶναι σταθερὰ καὶ ἡ κυβέρνησις θὰ τὴν διατηρήσῃ. [937, 304, 1195, 342]
